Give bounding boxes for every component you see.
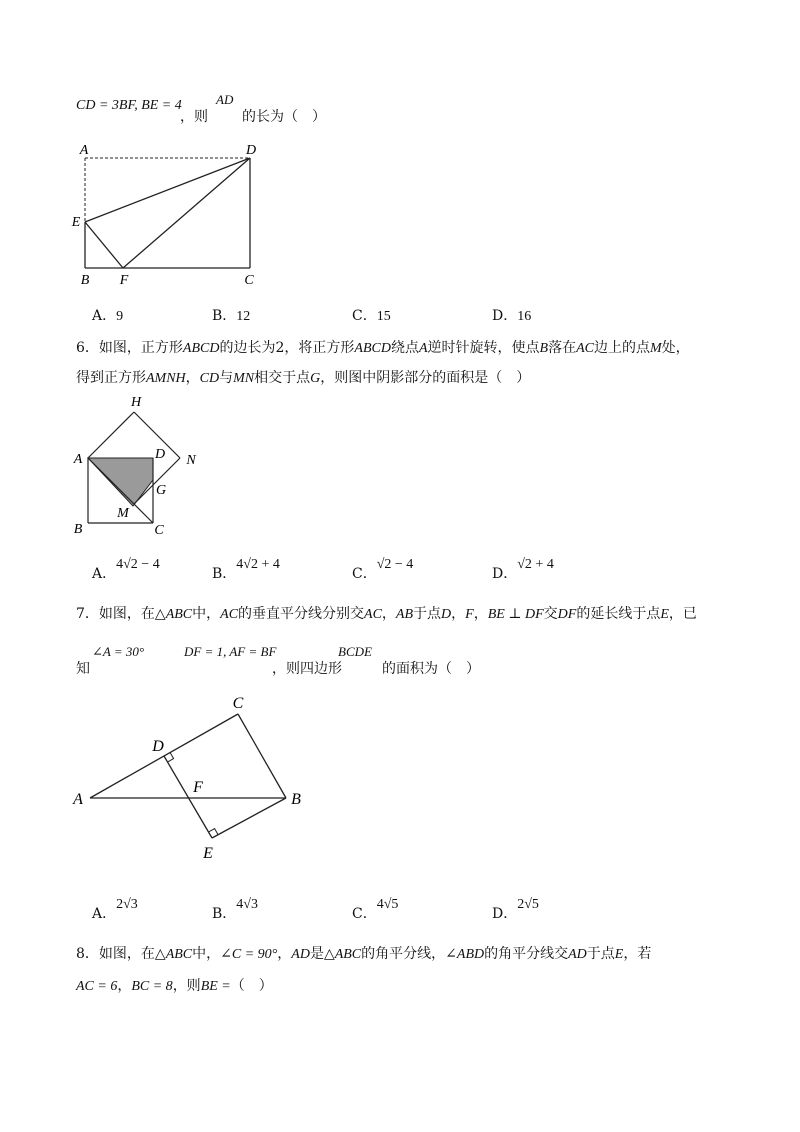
- q7-zhi: 知: [76, 661, 90, 677]
- q6-stem-line2: 得到正方形AMNH，CD与MN相交于点G，则图中阴影部分的面积是（ ）: [76, 370, 531, 386]
- q5-ad: AD: [216, 92, 234, 107]
- q7-quad: BCDE: [338, 644, 372, 659]
- q8-stem-line2: AC = 6，BC = 8，则BE =（ ）: [76, 978, 273, 994]
- q7-label-e: E: [203, 845, 213, 862]
- q6-stem-line1: 6．如图，正方形ABCD的边长为2，将正方形ABCD绕点A逆时针旋转，使点B落在AC边上的点M处，: [76, 340, 690, 356]
- q6-segment-ah: [88, 412, 134, 458]
- q7-angle-condition: ∠A = 30°: [92, 644, 145, 659]
- q7-then: ，则四边形: [272, 661, 342, 677]
- q6-label-a: A: [73, 452, 83, 467]
- q5-option-b[interactable]: B．12: [212, 308, 251, 324]
- q5-stem: [76, 92, 736, 132]
- q5-segment-ef: [85, 222, 123, 268]
- q5-option-d[interactable]: D．16: [492, 308, 532, 324]
- q5-label-d: D: [245, 143, 257, 158]
- q5-label-c: C: [244, 273, 254, 288]
- q7-label-a: A: [73, 791, 83, 808]
- q6-option-d[interactable]: D．√2 + 4: [492, 557, 554, 582]
- q5-label-b: B: [80, 273, 90, 288]
- q7-segment-eb: [212, 798, 286, 838]
- q6-option-b[interactable]: B．4√2 + 4: [212, 557, 280, 582]
- q7-segment-de: [164, 756, 212, 838]
- q5-label-a: A: [79, 143, 89, 158]
- q5-label-f: F: [119, 273, 129, 288]
- q7-label-d: D: [152, 738, 164, 755]
- q7-label-c: C: [232, 695, 244, 712]
- q7-stem-line2: [76, 640, 736, 680]
- q7-stem-line1: 7．如图，在△ABC中，AC的垂直平分线分别交AC，AB于点D，F，BE ⊥ DF交DF的延长线于点E，已: [76, 606, 697, 622]
- q5-label-e: E: [71, 215, 81, 230]
- q5-segment-ed: [85, 158, 250, 222]
- q5-then: ，则: [180, 109, 208, 125]
- q8-stem-line1: 8．如图，在△ABC中，∠C = 90°，AD是△ABC的角平分线，∠ABD的角平分线交AD于点E，若: [76, 946, 652, 962]
- q6-label-h: H: [130, 395, 142, 410]
- q6-label-g: G: [155, 483, 167, 498]
- q6-option-c[interactable]: C．√2 − 4: [352, 557, 414, 582]
- q5-option-a[interactable]: A．9: [92, 308, 124, 324]
- q7-option-a[interactable]: A．2√3: [92, 897, 138, 922]
- q7-options: [92, 895, 652, 921]
- q5-option-c[interactable]: C．15: [352, 308, 391, 324]
- q6-diagram: [60, 388, 220, 543]
- q7-label-b: B: [291, 791, 301, 808]
- q7-diagram: [60, 688, 330, 868]
- q7-segment-condition: DF = 1, AF = BF: [184, 644, 277, 659]
- q5-tail: 的长为（ ）: [242, 109, 326, 125]
- q6-shaded-region: [88, 458, 153, 506]
- q5-options: [92, 305, 652, 325]
- q5-condition: CD = 3BF, BE = 4: [76, 98, 182, 113]
- q7-option-c[interactable]: C．4√5: [352, 897, 399, 922]
- q6-label-c: C: [154, 523, 164, 538]
- q5-segment-fd: [123, 158, 250, 268]
- q6-option-a[interactable]: A．4√2 − 4: [92, 557, 160, 582]
- q6-label-d: D: [154, 447, 166, 462]
- q6-label-m: M: [117, 506, 129, 521]
- q7-label-f: F: [193, 779, 203, 796]
- q7-tail: 的面积为（ ）: [382, 661, 480, 677]
- q6-label-b: B: [73, 522, 83, 537]
- q6-options: [92, 555, 652, 581]
- q6-label-n: N: [186, 453, 196, 468]
- q7-segment-cb: [238, 714, 286, 798]
- q7-option-b[interactable]: B．4√3: [212, 897, 258, 922]
- q5-diagram: [60, 140, 280, 290]
- q7-option-d[interactable]: D．2√5: [492, 897, 539, 922]
